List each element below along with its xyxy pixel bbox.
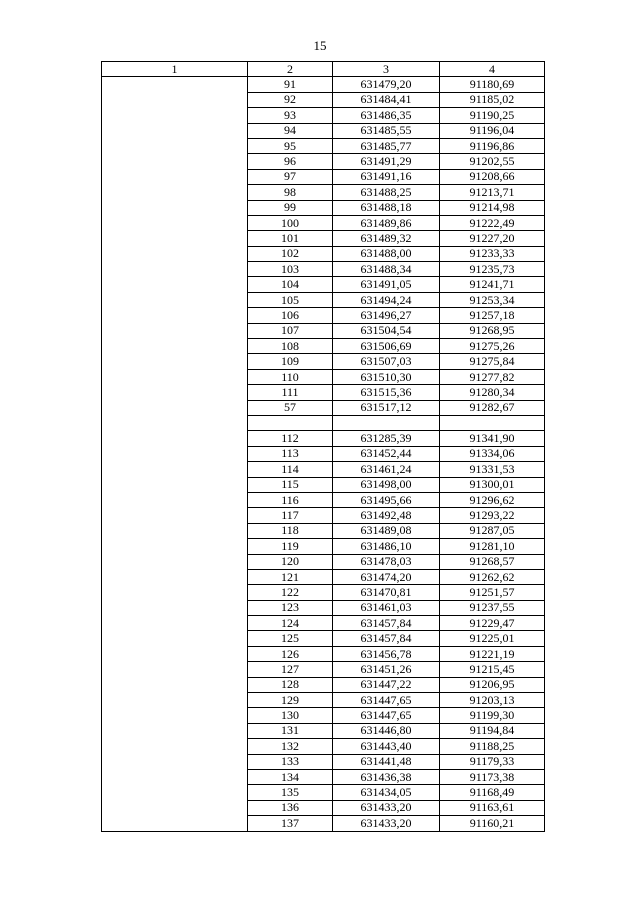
x-coordinate-cell: 631515,36 xyxy=(333,385,440,400)
x-coordinate-cell: 631492,48 xyxy=(333,508,440,523)
y-coordinate-cell: 91277,82 xyxy=(440,369,545,384)
y-coordinate-cell: 91275,84 xyxy=(440,354,545,369)
y-coordinate-cell: 91341,90 xyxy=(440,431,545,446)
point-number-cell: 129 xyxy=(248,693,333,708)
point-number-cell: 114 xyxy=(248,462,333,477)
point-number-cell: 117 xyxy=(248,508,333,523)
page-number: 15 xyxy=(313,38,327,53)
y-coordinate-cell: 91251,57 xyxy=(440,585,545,600)
point-number-cell: 91 xyxy=(248,77,333,92)
point-number-cell: 106 xyxy=(248,308,333,323)
x-coordinate-cell: 631488,18 xyxy=(333,200,440,215)
y-coordinate-cell: 91214,98 xyxy=(440,200,545,215)
point-number-cell: 122 xyxy=(248,585,333,600)
y-coordinate-cell: 91206,95 xyxy=(440,677,545,692)
point-number-cell: 107 xyxy=(248,323,333,338)
point-number-cell: 132 xyxy=(248,739,333,754)
y-coordinate-cell: 91213,71 xyxy=(440,185,545,200)
y-coordinate-cell: 91196,86 xyxy=(440,138,545,153)
x-coordinate-cell: 631447,65 xyxy=(333,708,440,723)
x-coordinate-cell: 631484,41 xyxy=(333,92,440,107)
x-coordinate-cell: 631504,54 xyxy=(333,323,440,338)
point-number-cell: 100 xyxy=(248,215,333,230)
x-coordinate-cell: 631433,20 xyxy=(333,816,440,831)
point-number-cell: 57 xyxy=(248,400,333,415)
y-coordinate-cell: 91229,47 xyxy=(440,616,545,631)
x-coordinate-cell: 631489,86 xyxy=(333,215,440,230)
y-coordinate-cell: 91194,84 xyxy=(440,723,545,738)
point-number-cell: 112 xyxy=(248,431,333,446)
y-coordinate-cell: 91202,55 xyxy=(440,154,545,169)
y-coordinate-cell: 91296,62 xyxy=(440,492,545,507)
x-coordinate-cell: 631491,16 xyxy=(333,169,440,184)
y-coordinate-cell: 91163,61 xyxy=(440,800,545,815)
column-header-3: 3 xyxy=(333,62,440,77)
y-coordinate-cell: 91199,30 xyxy=(440,708,545,723)
x-coordinate-cell: 631452,44 xyxy=(333,446,440,461)
y-coordinate-cell: 91203,13 xyxy=(440,693,545,708)
x-coordinate-cell: 631461,24 xyxy=(333,462,440,477)
point-number-cell: 115 xyxy=(248,477,333,492)
x-coordinate-cell: 631506,69 xyxy=(333,339,440,354)
column-header-4: 4 xyxy=(440,62,545,77)
point-number-cell: 113 xyxy=(248,446,333,461)
x-coordinate-cell xyxy=(333,415,440,430)
point-number-cell: 135 xyxy=(248,785,333,800)
x-coordinate-cell: 631461,03 xyxy=(333,600,440,615)
point-number-cell: 124 xyxy=(248,616,333,631)
x-coordinate-cell: 631285,39 xyxy=(333,431,440,446)
y-coordinate-cell: 91190,25 xyxy=(440,108,545,123)
point-number-cell: 128 xyxy=(248,677,333,692)
point-number-cell: 97 xyxy=(248,169,333,184)
coordinates-table xyxy=(101,61,545,832)
point-number-cell: 123 xyxy=(248,600,333,615)
y-coordinate-cell: 91233,33 xyxy=(440,246,545,261)
x-coordinate-cell: 631488,00 xyxy=(333,246,440,261)
y-coordinate-cell: 91168,49 xyxy=(440,785,545,800)
x-coordinate-cell: 631470,81 xyxy=(333,585,440,600)
point-number-cell: 98 xyxy=(248,185,333,200)
x-coordinate-cell: 631485,55 xyxy=(333,123,440,138)
point-number-cell: 94 xyxy=(248,123,333,138)
y-coordinate-cell: 91331,53 xyxy=(440,462,545,477)
y-coordinate-cell: 91282,67 xyxy=(440,400,545,415)
x-coordinate-cell: 631489,32 xyxy=(333,231,440,246)
x-coordinate-cell: 631478,03 xyxy=(333,554,440,569)
y-coordinate-cell: 91257,18 xyxy=(440,308,545,323)
y-coordinate-cell: 91241,71 xyxy=(440,277,545,292)
y-coordinate-cell: 91173,38 xyxy=(440,769,545,784)
y-coordinate-cell: 91293,22 xyxy=(440,508,545,523)
y-coordinate-cell: 91262,62 xyxy=(440,569,545,584)
x-coordinate-cell: 631486,10 xyxy=(333,539,440,554)
point-number-cell: 127 xyxy=(248,662,333,677)
x-coordinate-cell: 631485,77 xyxy=(333,138,440,153)
x-coordinate-cell: 631433,20 xyxy=(333,800,440,815)
x-coordinate-cell: 631456,78 xyxy=(333,646,440,661)
point-number-cell: 118 xyxy=(248,523,333,538)
point-number-cell: 119 xyxy=(248,539,333,554)
y-coordinate-cell: 91227,20 xyxy=(440,231,545,246)
x-coordinate-cell: 631489,08 xyxy=(333,523,440,538)
x-coordinate-cell: 631498,00 xyxy=(333,477,440,492)
point-number-cell: 136 xyxy=(248,800,333,815)
x-coordinate-cell: 631474,20 xyxy=(333,569,440,584)
y-coordinate-cell xyxy=(440,415,545,430)
y-coordinate-cell: 91300,01 xyxy=(440,477,545,492)
x-coordinate-cell: 631507,03 xyxy=(333,354,440,369)
point-number-cell: 108 xyxy=(248,339,333,354)
point-number-cell: 105 xyxy=(248,292,333,307)
y-coordinate-cell: 91253,34 xyxy=(440,292,545,307)
point-number-cell: 137 xyxy=(248,816,333,831)
y-coordinate-cell: 91222,49 xyxy=(440,215,545,230)
point-number-cell: 95 xyxy=(248,138,333,153)
x-coordinate-cell: 631479,20 xyxy=(333,77,440,92)
x-coordinate-cell: 631441,48 xyxy=(333,754,440,769)
y-coordinate-cell: 91287,05 xyxy=(440,523,545,538)
x-coordinate-cell: 631451,26 xyxy=(333,662,440,677)
table-body xyxy=(102,77,545,831)
x-coordinate-cell: 631447,65 xyxy=(333,693,440,708)
point-number-cell: 96 xyxy=(248,154,333,169)
point-number-cell: 109 xyxy=(248,354,333,369)
point-number-cell: 121 xyxy=(248,569,333,584)
point-number-cell: 103 xyxy=(248,262,333,277)
point-number-cell: 130 xyxy=(248,708,333,723)
x-coordinate-cell: 631457,84 xyxy=(333,631,440,646)
x-coordinate-cell: 631447,22 xyxy=(333,677,440,692)
x-coordinate-cell: 631488,25 xyxy=(333,185,440,200)
point-number-cell: 99 xyxy=(248,200,333,215)
y-coordinate-cell: 91188,25 xyxy=(440,739,545,754)
point-number-cell: 111 xyxy=(248,385,333,400)
point-number-cell: 125 xyxy=(248,631,333,646)
point-number-cell xyxy=(248,415,333,430)
x-coordinate-cell: 631446,80 xyxy=(333,723,440,738)
x-coordinate-cell: 631457,84 xyxy=(333,616,440,631)
y-coordinate-cell: 91334,06 xyxy=(440,446,545,461)
x-coordinate-cell: 631434,05 xyxy=(333,785,440,800)
x-coordinate-cell: 631436,38 xyxy=(333,769,440,784)
y-coordinate-cell: 91215,45 xyxy=(440,662,545,677)
y-coordinate-cell: 91179,33 xyxy=(440,754,545,769)
y-coordinate-cell: 91281,10 xyxy=(440,539,545,554)
point-number-cell: 93 xyxy=(248,108,333,123)
point-number-cell: 133 xyxy=(248,754,333,769)
x-coordinate-cell: 631488,34 xyxy=(333,262,440,277)
x-coordinate-cell: 631443,40 xyxy=(333,739,440,754)
y-coordinate-cell: 91208,66 xyxy=(440,169,545,184)
point-number-cell: 134 xyxy=(248,769,333,784)
x-coordinate-cell: 631510,30 xyxy=(333,369,440,384)
column-1-cell xyxy=(102,77,248,831)
point-number-cell: 92 xyxy=(248,92,333,107)
x-coordinate-cell: 631494,24 xyxy=(333,292,440,307)
point-number-cell: 120 xyxy=(248,554,333,569)
table-row xyxy=(102,77,545,92)
point-number-cell: 102 xyxy=(248,246,333,261)
y-coordinate-cell: 91160,21 xyxy=(440,816,545,831)
x-coordinate-cell: 631486,35 xyxy=(333,108,440,123)
y-coordinate-cell: 91221,19 xyxy=(440,646,545,661)
x-coordinate-cell: 631495,66 xyxy=(333,492,440,507)
x-coordinate-cell: 631496,27 xyxy=(333,308,440,323)
x-coordinate-cell: 631491,29 xyxy=(333,154,440,169)
y-coordinate-cell: 91275,26 xyxy=(440,339,545,354)
x-coordinate-cell: 631491,05 xyxy=(333,277,440,292)
y-coordinate-cell: 91225,01 xyxy=(440,631,545,646)
y-coordinate-cell: 91268,95 xyxy=(440,323,545,338)
y-coordinate-cell: 91196,04 xyxy=(440,123,545,138)
column-header-1: 1 xyxy=(102,62,248,77)
point-number-cell: 110 xyxy=(248,369,333,384)
point-number-cell: 126 xyxy=(248,646,333,661)
point-number-cell: 104 xyxy=(248,277,333,292)
y-coordinate-cell: 91185,02 xyxy=(440,92,545,107)
y-coordinate-cell: 91237,55 xyxy=(440,600,545,615)
point-number-cell: 101 xyxy=(248,231,333,246)
y-coordinate-cell: 91268,57 xyxy=(440,554,545,569)
table-header-row xyxy=(102,62,545,77)
column-header-2: 2 xyxy=(248,62,333,77)
point-number-cell: 116 xyxy=(248,492,333,507)
x-coordinate-cell: 631517,12 xyxy=(333,400,440,415)
y-coordinate-cell: 91280,34 xyxy=(440,385,545,400)
y-coordinate-cell: 91235,73 xyxy=(440,262,545,277)
y-coordinate-cell: 91180,69 xyxy=(440,77,545,92)
point-number-cell: 131 xyxy=(248,723,333,738)
